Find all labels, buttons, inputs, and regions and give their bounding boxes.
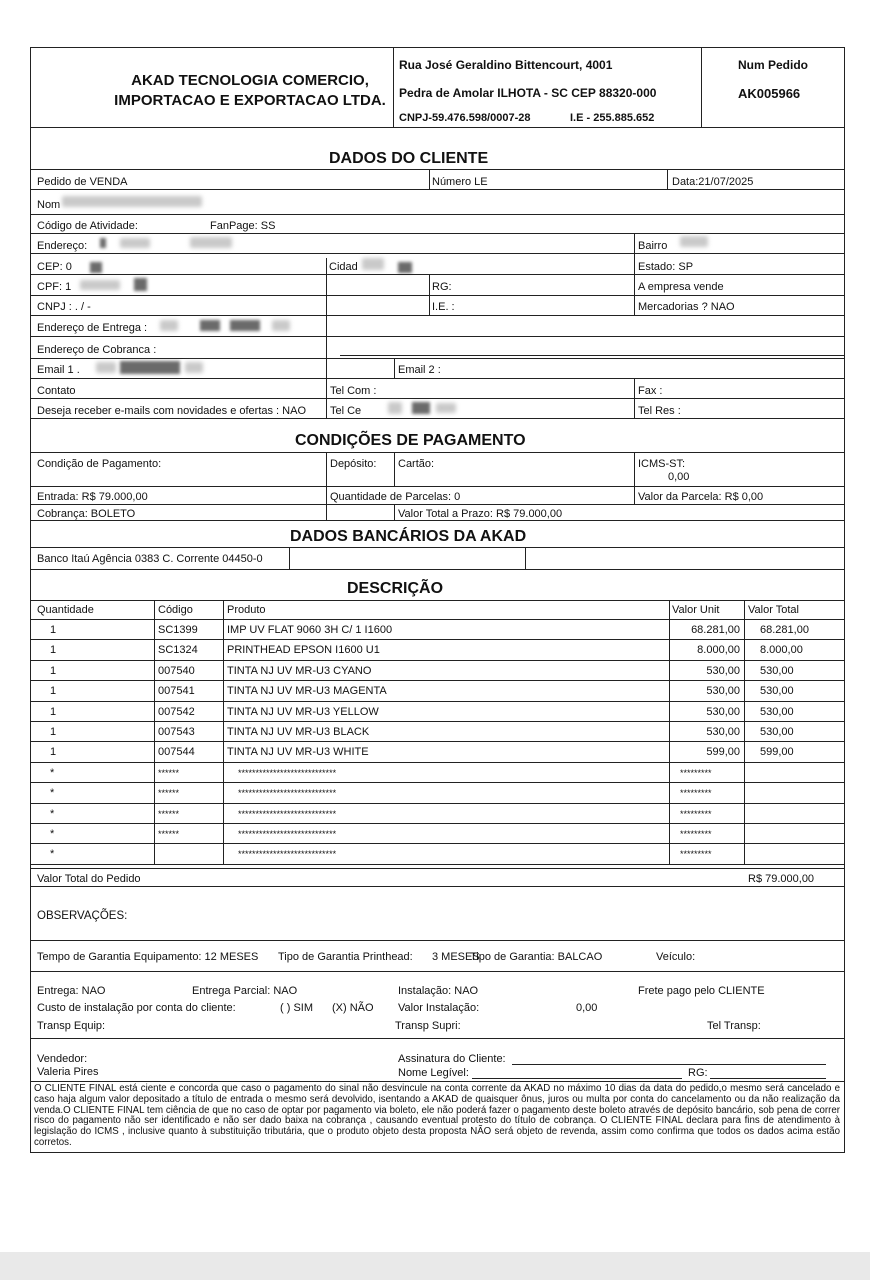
email2-label: Email 2 : (398, 364, 441, 376)
item-code: 007540 (158, 664, 195, 677)
divider (223, 600, 224, 864)
redacted-mark (185, 362, 203, 373)
item-code: ****** (158, 829, 180, 839)
redacted-mark (96, 362, 116, 373)
legible-name-label: Nome Legível: (398, 1067, 469, 1079)
company-address2: Pedra de Amolar ILHOTA - SC CEP 88320-000 (399, 86, 657, 100)
redacted-mark (230, 320, 260, 331)
redacted-mark (680, 236, 708, 247)
item-total-value: 530,00 (760, 685, 794, 698)
printhead-warranty-value: 3 MESES (432, 951, 480, 963)
divider (30, 721, 844, 722)
item-product: IMP UV FLAT 9060 3H C/ 1 I1600 (227, 624, 393, 636)
item-unit-value: ********* (680, 849, 712, 860)
company-name (100, 71, 400, 111)
item-product: TINTA NJ UV MR-U3 BLACK (227, 726, 370, 738)
warranty-type: Tipo de Garantia: BALCAO (470, 951, 603, 963)
state: Estado: SP (638, 261, 694, 273)
divider (30, 803, 844, 804)
newsletter-option: Deseja receber e-mails com novidades e ofertas : NAO (37, 405, 307, 417)
redacted-mark (412, 402, 430, 414)
item-unit-value: 8.000,00 (697, 644, 740, 657)
billing-address-label: Endereço de Cobranca : (37, 344, 157, 356)
seller-label: Vendedor: (37, 1053, 88, 1065)
item-unit-value: 68.281,00 (691, 624, 740, 636)
installation-cost-yes: ( ) SIM (280, 1002, 313, 1014)
item-unit-value: ********* (680, 767, 712, 778)
item-total-value: 530,00 (760, 664, 794, 677)
item-code: 007543 (158, 726, 195, 738)
item-code: SC1399 (158, 624, 198, 636)
redacted-mark (80, 280, 120, 290)
divider (744, 600, 745, 864)
company-ie: I.E - 255.885.652 (570, 112, 655, 124)
item-total-value: 8.000,00 (760, 644, 803, 657)
redacted-mark (398, 262, 412, 273)
order-date: Data:21/07/2025 (672, 176, 754, 188)
order-total-value: R$ 79.000,00 (748, 873, 815, 885)
divider (30, 843, 844, 844)
payment-section-title: CONDIÇÕES DE PAGAMENTO (295, 432, 526, 449)
redacted-mark (134, 278, 147, 291)
divider (30, 741, 844, 742)
divider (30, 782, 844, 783)
item-quantity: * (50, 848, 55, 861)
equipment-carrier: Transp Equip: (37, 1020, 106, 1032)
item-quantity: 1 (50, 705, 57, 718)
rg-label: RG: (432, 281, 452, 293)
divider (30, 660, 844, 661)
email1-label: Email 1 . (37, 364, 80, 376)
item-code: SC1324 (158, 644, 198, 657)
district-label: Bairro (638, 240, 668, 252)
item-quantity: 1 (50, 746, 57, 759)
redacted-mark (436, 403, 456, 413)
item-quantity: * (50, 807, 55, 820)
client-rg-label: RG: (688, 1067, 708, 1079)
installation-value-label: Valor Instalação: (398, 1002, 480, 1014)
item-unit-value: ********* (680, 829, 712, 839)
item-unit-value: 530,00 (706, 664, 740, 677)
item-total-value: 599,00 (760, 746, 794, 759)
divider (30, 823, 844, 824)
item-code: 007541 (158, 685, 195, 698)
printhead-warranty-label: Tipo de Garantia Printhead: (278, 951, 413, 963)
delivery-address-label: Endereço de Entrega : (37, 322, 148, 334)
installation-value: 0,00 (576, 1002, 598, 1014)
item-product: TINTA NJ UV MR-U3 MAGENTA (227, 685, 387, 698)
icms-value: 0,00 (668, 471, 690, 483)
column-header: Quantidade (37, 604, 94, 616)
company-name-line2: IMPORTACAO E EXPORTACAO LTDA. (114, 92, 386, 109)
redacted-mark (120, 361, 180, 374)
item-code: ****** (158, 788, 180, 799)
item-product: TINTA NJ UV MR-U3 YELLOW (227, 705, 379, 718)
redacted-mark (90, 262, 102, 273)
client-signature-label: Assinatura do Cliente: (398, 1053, 506, 1065)
item-code: ****** (158, 767, 180, 778)
redacted-mark (362, 258, 384, 270)
equipment-warranty: Tempo de Garantia Equipamento: 12 MESES (37, 951, 259, 963)
city-label: Cidad (329, 261, 358, 273)
item-product: TINTA NJ UV MR-U3 CYANO (227, 664, 372, 677)
item-product: **************************** (238, 808, 337, 819)
item-code: 007542 (158, 705, 195, 718)
installation-cost-label: Custo de instalação por conta do cliente: (37, 1002, 236, 1014)
delivery: Entrega: NAO (37, 985, 106, 997)
column-header: Valor Total (748, 604, 799, 616)
divider (30, 639, 844, 640)
icms-label: ICMS-ST: (638, 458, 686, 470)
column-header: Produto (227, 604, 266, 616)
activity-code: Código de Atividade: (37, 220, 138, 232)
order-number: AK005966 (738, 86, 801, 101)
zip-label: CEP: 0 (37, 261, 72, 273)
goods-question: Mercadorias ? NAO (638, 301, 735, 313)
company-sells-label: A empresa vende (638, 281, 724, 293)
client-name-label: Nom (37, 199, 61, 211)
redacted-mark (120, 238, 150, 248)
company-cnpj: CNPJ-59.476.598/0007-28 (399, 112, 531, 124)
contact-label: Contato (37, 385, 76, 397)
item-code: 007544 (158, 746, 195, 759)
item-quantity: 1 (50, 644, 57, 657)
bank-info: Banco Itaú Agência 0383 C. Corrente 04450-0 (37, 553, 263, 565)
deposit-label: Depósito: (330, 458, 377, 470)
tel-com-label: Tel Com : (330, 385, 377, 397)
vehicle-label: Veículo: (656, 951, 696, 963)
item-quantity: * (50, 828, 55, 840)
company-address1: Rua José Geraldino Bittencourt, 4001 (399, 58, 613, 72)
supplies-carrier: Transp Supri: (395, 1020, 461, 1032)
column-header: Valor Unit (672, 604, 720, 616)
order-number-label: Num Pedido (738, 58, 809, 72)
redacted-mark (272, 320, 290, 331)
address-label: Endereço: (37, 240, 88, 252)
item-total-value: 68.281,00 (760, 624, 809, 636)
divider (30, 701, 844, 702)
terms-disclaimer: O CLIENTE FINAL está ciente e concorda que caso o pagamento do sinal não desvincule na conta corrente da AKAD no máximo 10 dias da data do pedido,o mesmo será cancelado e caso haja algum valor depositado a título de entrada o mesmo será devolvido, isentando a AKAD de quaisquer ônus, juros ou multa por conta do cancelamento ou da não realização da venda.O CLIENTE FINAL tem ciência de que no caso de optar por pagamento via boleto, ele não poderá fazer o pagamento deste boleto através de depósito bancário, sob pena de correr risco do pagamento não ser identificado e não ser dado baixa na cobrança , causando eventual protesto do título de cobrança. O CLIENTE FINAL declara para fins de atendimento à legislação do ICMS , inclusive quanto à substituição tributária, que o produto objeto desta proposta NÃO será objeto de revenda, assim como confirma que todos os dados acima estão corretos. (34, 1083, 840, 1148)
item-total-value: 530,00 (760, 726, 794, 738)
company-name-line1: AKAD TECNOLOGIA COMERCIO, (131, 72, 369, 89)
item-unit-value: 530,00 (706, 685, 740, 698)
item-product: **************************** (238, 849, 337, 860)
order-ref-number: Número LE (432, 176, 488, 188)
divider (30, 680, 844, 681)
cnpj-label: CNPJ : . / - (37, 301, 91, 313)
billing-method: Cobrança: BOLETO (37, 508, 136, 520)
item-total-value: 530,00 (760, 705, 794, 718)
fax-label: Fax : (638, 385, 663, 397)
order-type: Pedido de VENDA (37, 176, 128, 188)
divider (30, 868, 844, 869)
installation-cost-no: (X) NÃO (332, 1002, 374, 1014)
cpf-label: CPF: 1 (37, 281, 72, 293)
partial-delivery: Entrega Parcial: NAO (192, 985, 298, 997)
tel-cel-label: Tel Ce (330, 405, 362, 417)
seller-name: Valeria Pires (37, 1066, 99, 1078)
items-section-title: DESCRIÇÃO (347, 580, 444, 597)
divider (30, 762, 844, 763)
item-quantity: 1 (50, 664, 57, 677)
item-quantity: 1 (50, 726, 57, 738)
divider (30, 864, 844, 865)
item-quantity: * (50, 787, 55, 800)
divider (154, 600, 155, 864)
bank-section-title: DADOS BANCÁRIOS DA AKAD (290, 528, 527, 545)
item-product: PRINTHEAD EPSON I1600 U1 (227, 644, 380, 657)
tel-res-label: Tel Res : (638, 405, 681, 417)
observations-label: OBSERVAÇÕES: (37, 910, 128, 922)
order-total-label: Valor Total do Pedido (37, 873, 141, 885)
column-header: Código (158, 604, 193, 616)
item-quantity: * (50, 766, 55, 779)
installments: Quantidade de Parcelas: 0 (330, 491, 461, 503)
item-unit-value: 530,00 (706, 726, 740, 738)
item-product: **************************** (238, 829, 337, 839)
total-installment-value: Valor Total a Prazo: R$ 79.000,00 (398, 508, 563, 520)
redacted-mark (190, 237, 232, 248)
item-unit-value: ********* (680, 808, 712, 819)
card-label: Cartão: (398, 458, 435, 470)
item-product: **************************** (238, 767, 337, 778)
installment-value: Valor da Parcela: R$ 0,00 (638, 491, 764, 503)
item-unit-value: ********* (680, 788, 712, 799)
redacted-mark (200, 320, 220, 331)
payment-condition: Condição de Pagamento: (37, 458, 162, 470)
freight: Frete pago pelo CLIENTE (638, 985, 765, 997)
down-payment: Entrada: R$ 79.000,00 (37, 491, 148, 503)
client-section-title: DADOS DO CLIENTE (329, 150, 489, 167)
item-unit-value: 599,00 (706, 746, 740, 759)
item-quantity: 1 (50, 685, 57, 698)
item-quantity: 1 (50, 624, 57, 636)
ie-label: I.E. : (432, 301, 455, 313)
redacted-name (62, 196, 202, 207)
item-product: TINTA NJ UV MR-U3 WHITE (227, 746, 369, 759)
redacted-mark (388, 402, 402, 414)
divider (669, 600, 670, 864)
redacted-mark (160, 320, 178, 331)
fanpage: FanPage: SS (210, 220, 276, 232)
installation: Instalação: NAO (398, 985, 479, 997)
redacted-mark (100, 238, 106, 248)
bottom-bar (0, 1252, 870, 1280)
item-product: **************************** (238, 788, 337, 799)
divider (30, 619, 844, 620)
item-code: ****** (158, 808, 180, 819)
item-unit-value: 530,00 (706, 705, 740, 718)
carrier-phone: Tel Transp: (707, 1020, 761, 1032)
